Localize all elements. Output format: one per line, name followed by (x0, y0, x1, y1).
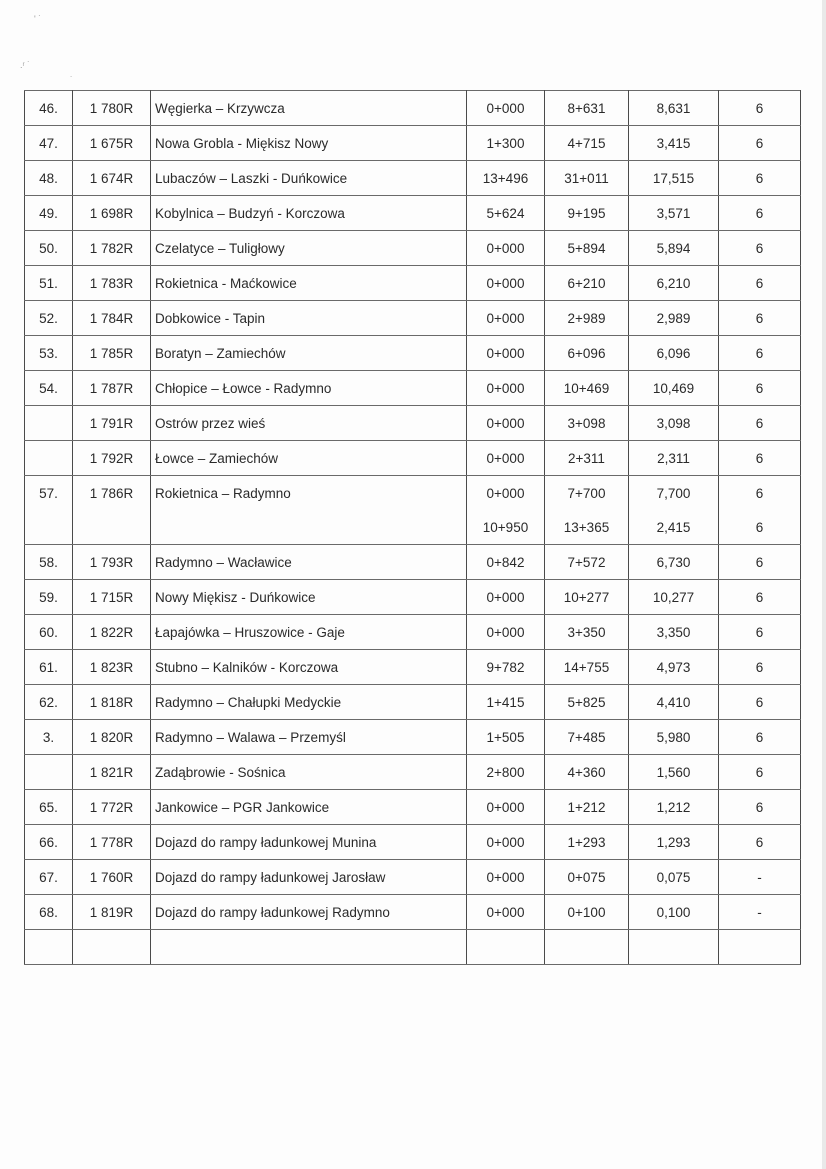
km-to-cell: 13+365 (545, 510, 629, 545)
road-class-cell: 6 (719, 650, 801, 685)
km-from-cell: 0+000 (467, 476, 545, 511)
table-body (25, 91, 801, 965)
road-class-cell: 6 (719, 615, 801, 650)
km-from-cell: 0+000 (467, 301, 545, 336)
length-km-cell: 6,210 (629, 266, 719, 301)
road-class-cell: 6 (719, 231, 801, 266)
km-from-cell: 0+000 (467, 580, 545, 615)
road-class-cell: 6 (719, 371, 801, 406)
row-number-cell: 65. (25, 790, 73, 825)
road-class-cell: 6 (719, 755, 801, 790)
table-row (25, 755, 801, 790)
table-row (25, 825, 801, 860)
road-number-cell: 1 698R (73, 196, 151, 231)
road-name-cell: Dojazd do rampy ładunkowej Munina (151, 825, 467, 860)
km-to-cell (545, 930, 629, 965)
road-name-cell: Zadąbrowie - Sośnica (151, 755, 467, 790)
road-number-cell: 1 820R (73, 720, 151, 755)
road-number-cell: 1 792R (73, 441, 151, 476)
road-class-cell: 6 (719, 91, 801, 126)
row-number-cell: 49. (25, 196, 73, 231)
road-name-cell: Łapajówka – Hruszowice - Gaje (151, 615, 467, 650)
road-number-cell: 1 785R (73, 336, 151, 371)
length-km-cell: 8,631 (629, 91, 719, 126)
length-km-cell (629, 930, 719, 965)
length-km-cell: 0,100 (629, 895, 719, 930)
km-from-cell: 0+000 (467, 895, 545, 930)
road-number-cell: 1 787R (73, 371, 151, 406)
km-to-cell: 3+350 (545, 615, 629, 650)
road-class-cell: 6 (719, 790, 801, 825)
km-to-cell: 4+360 (545, 755, 629, 790)
road-name-cell: Radymno – Chałupki Medyckie (151, 685, 467, 720)
row-number-cell: 58. (25, 545, 73, 580)
km-to-cell: 9+195 (545, 196, 629, 231)
road-name-cell: Lubaczów – Laszki - Duńkowice (151, 161, 467, 196)
road-class-cell: 6 (719, 685, 801, 720)
road-name-cell: Dobkowice - Tapin (151, 301, 467, 336)
table-row (25, 476, 801, 511)
length-km-cell: 1,212 (629, 790, 719, 825)
table-row (25, 685, 801, 720)
road-class-cell: 6 (719, 545, 801, 580)
table-row (25, 371, 801, 406)
road-name-cell: Kobylnica – Budzyń - Korczowa (151, 196, 467, 231)
road-number-cell: 1 778R (73, 825, 151, 860)
km-from-cell: 0+000 (467, 336, 545, 371)
row-number-cell: 50. (25, 231, 73, 266)
road-name-cell: Radymno – Wacławice (151, 545, 467, 580)
scan-edge (822, 0, 826, 1169)
road-number-cell: 1 786R (73, 476, 151, 511)
road-name-cell: Chłopice – Łowce - Radymno (151, 371, 467, 406)
road-number-cell: 1 823R (73, 650, 151, 685)
length-km-cell: 3,571 (629, 196, 719, 231)
row-number-cell (25, 755, 73, 790)
length-km-cell: 3,350 (629, 615, 719, 650)
km-to-cell: 2+311 (545, 441, 629, 476)
road-number-cell (73, 510, 151, 545)
km-from-cell: 0+000 (467, 231, 545, 266)
road-number-cell: 1 793R (73, 545, 151, 580)
length-km-cell: 1,560 (629, 755, 719, 790)
road-name-cell: Węgierka – Krzywcza (151, 91, 467, 126)
row-number-cell: 51. (25, 266, 73, 301)
table-row (25, 196, 801, 231)
road-name-cell (151, 930, 467, 965)
km-from-cell: 9+782 (467, 650, 545, 685)
road-number-cell: 1 760R (73, 860, 151, 895)
road-class-cell (719, 930, 801, 965)
length-km-cell: 6,096 (629, 336, 719, 371)
table-row (25, 895, 801, 930)
km-to-cell: 8+631 (545, 91, 629, 126)
table-row (25, 510, 801, 545)
road-class-cell: 6 (719, 266, 801, 301)
road-name-cell: Ostrów przez wieś (151, 406, 467, 441)
road-name-cell: Boratyn – Zamiechów (151, 336, 467, 371)
length-km-cell: 2,989 (629, 301, 719, 336)
table-row (25, 650, 801, 685)
road-number-cell: 1 772R (73, 790, 151, 825)
km-to-cell: 0+075 (545, 860, 629, 895)
table-row (25, 930, 801, 965)
road-name-cell: Dojazd do rampy ładunkowej Jarosław (151, 860, 467, 895)
row-number-cell: 66. (25, 825, 73, 860)
table-row (25, 441, 801, 476)
km-to-cell: 4+715 (545, 126, 629, 161)
km-to-cell: 7+572 (545, 545, 629, 580)
km-from-cell: 0+000 (467, 860, 545, 895)
road-class-cell: 6 (719, 196, 801, 231)
length-km-cell: 3,415 (629, 126, 719, 161)
road-number-cell: 1 783R (73, 266, 151, 301)
road-class-cell: 6 (719, 336, 801, 371)
km-from-cell: 0+000 (467, 371, 545, 406)
km-to-cell: 5+894 (545, 231, 629, 266)
road-number-cell: 1 675R (73, 126, 151, 161)
road-number-cell (73, 930, 151, 965)
table-row (25, 545, 801, 580)
road-number-cell: 1 822R (73, 615, 151, 650)
road-name-cell: Łowce – Zamiechów (151, 441, 467, 476)
table-row (25, 615, 801, 650)
road-class-cell: 6 (719, 441, 801, 476)
row-number-cell: 48. (25, 161, 73, 196)
km-from-cell: 0+000 (467, 441, 545, 476)
row-number-cell: 60. (25, 615, 73, 650)
km-from-cell (467, 930, 545, 965)
row-number-cell (25, 510, 73, 545)
length-km-cell: 7,700 (629, 476, 719, 511)
km-to-cell: 7+700 (545, 476, 629, 511)
table-row (25, 91, 801, 126)
km-from-cell: 10+950 (467, 510, 545, 545)
km-from-cell: 2+800 (467, 755, 545, 790)
road-class-cell: 6 (719, 825, 801, 860)
km-from-cell: 0+000 (467, 91, 545, 126)
km-from-cell: 0+000 (467, 266, 545, 301)
row-number-cell: 68. (25, 895, 73, 930)
row-number-cell: 54. (25, 371, 73, 406)
length-km-cell: 5,894 (629, 231, 719, 266)
road-number-cell: 1 715R (73, 580, 151, 615)
road-class-cell: 6 (719, 476, 801, 511)
table-row (25, 126, 801, 161)
scanned-page: ' ˙ .ʳ ˙ ˙ 46. 1 780R Węgierka – Krzywcza 0+000 8+631 8,631 6 47. 1 675R Nowa Grobla - Miękisz Nowy 1+300 4+715 3,415 6 48. 1 674R Lubaczów – Laszki - Duńkowice 13+496 31+011 17,515 6 49. 1 698R Kobylnica – Budzyń - Korczowa 5+624 9+195 3,571 6 50. 1 782R Czelatyce – Tuligłowy 0+000 5+894 5,894 6 51. 1 783R Rokietnica - Maćkowice 0+000 6+210 6,210 6 52. 1 784R Dobkowice - Tapin 0+000 2+989 2,989 6 53. 1 785R Boratyn – Zamiechów 0+000 6+096 6,096 6 54. 1 787R Chłopice – Łowce - Radymno 0+000 10+469 10,469 6 1 791R Ostrów przez wieś 0+000 3+098 3,098 6 1 792R Łowce – Zamiechów 0+000 2+311 2,311 6 57. 1 786R Rokietnica – Radymno 0+000 7+700 7,700 6 10+950 13+365 2,415 6 58. 1 793R Radymno – Wacławice 0+842 7+572 6,730 6 59. 1 715R Nowy Miękisz - Duńkowice 0+000 10+277 10,277 6 60. 1 822R Łapajówka – Hruszowice - Gaje 0+000 3+350 3,350 6 61. 1 823R Stubno – Kalników - Korczowa 9+782 14+755 4,973 6 62. 1 818R Radymno – Chałupki Medyckie 1+415 5+825 4,410 6 3. 1 820R Radymno – Walawa – Przemyśl 1+505 7+485 5,980 6 1 821R Zadąbrowie - Sośnica 2+800 4+360 1,560 6 65. 1 772R Jankowice – PGR Jankowice 0+000 1+212 1,212 6 66. 1 778R Dojazd do rampy ładunkowej Munina 0+000 1+293 1,293 6 67. 1 760R Dojazd do rampy ładunkowej Jarosław 0+000 0+075 0,075 - 68. 1 819R Dojazd do rampy ładunkowej Radymno 0+000 0+100 0,100 - (0, 0, 826, 1169)
length-km-cell: 10,277 (629, 580, 719, 615)
length-km-cell: 1,293 (629, 825, 719, 860)
length-km-cell: 10,469 (629, 371, 719, 406)
road-number-cell: 1 818R (73, 685, 151, 720)
table-row (25, 860, 801, 895)
length-km-cell: 0,075 (629, 860, 719, 895)
table-row (25, 161, 801, 196)
km-to-cell: 1+293 (545, 825, 629, 860)
road-number-cell: 1 782R (73, 231, 151, 266)
road-class-cell: 6 (719, 406, 801, 441)
road-number-cell: 1 784R (73, 301, 151, 336)
km-to-cell: 2+989 (545, 301, 629, 336)
km-to-cell: 31+011 (545, 161, 629, 196)
row-number-cell: 53. (25, 336, 73, 371)
km-to-cell: 5+825 (545, 685, 629, 720)
road-number-cell: 1 819R (73, 895, 151, 930)
road-class-cell: - (719, 895, 801, 930)
row-number-cell: 57. (25, 476, 73, 511)
road-number-cell: 1 791R (73, 406, 151, 441)
row-number-cell: 62. (25, 685, 73, 720)
road-class-cell: 6 (719, 510, 801, 545)
table-row (25, 720, 801, 755)
road-name-cell: Dojazd do rampy ładunkowej Radymno (151, 895, 467, 930)
km-to-cell: 10+277 (545, 580, 629, 615)
length-km-cell: 2,415 (629, 510, 719, 545)
length-km-cell: 3,098 (629, 406, 719, 441)
row-number-cell: 3. (25, 720, 73, 755)
km-to-cell: 0+100 (545, 895, 629, 930)
km-from-cell: 0+000 (467, 406, 545, 441)
row-number-cell (25, 406, 73, 441)
km-to-cell: 10+469 (545, 371, 629, 406)
road-number-cell: 1 780R (73, 91, 151, 126)
table-row (25, 231, 801, 266)
road-class-cell: 6 (719, 720, 801, 755)
km-from-cell: 1+505 (467, 720, 545, 755)
km-to-cell: 3+098 (545, 406, 629, 441)
table-row (25, 580, 801, 615)
road-name-cell: Stubno – Kalników - Korczowa (151, 650, 467, 685)
km-from-cell: 13+496 (467, 161, 545, 196)
length-km-cell: 6,730 (629, 545, 719, 580)
km-to-cell: 1+212 (545, 790, 629, 825)
table-row (25, 406, 801, 441)
road-class-cell: 6 (719, 161, 801, 196)
length-km-cell: 5,980 (629, 720, 719, 755)
table-row (25, 266, 801, 301)
road-number-cell: 1 674R (73, 161, 151, 196)
table-row (25, 336, 801, 371)
row-number-cell: 59. (25, 580, 73, 615)
road-class-cell: 6 (719, 301, 801, 336)
km-from-cell: 0+000 (467, 615, 545, 650)
km-from-cell: 0+000 (467, 790, 545, 825)
km-from-cell: 5+624 (467, 196, 545, 231)
road-name-cell: Jankowice – PGR Jankowice (151, 790, 467, 825)
length-km-cell: 2,311 (629, 441, 719, 476)
length-km-cell: 4,410 (629, 685, 719, 720)
row-number-cell: 52. (25, 301, 73, 336)
km-to-cell: 14+755 (545, 650, 629, 685)
row-number-cell (25, 930, 73, 965)
road-class-cell: 6 (719, 126, 801, 161)
road-number-cell: 1 821R (73, 755, 151, 790)
row-number-cell: 46. (25, 91, 73, 126)
km-to-cell: 6+096 (545, 336, 629, 371)
road-class-cell: 6 (719, 580, 801, 615)
table-row (25, 301, 801, 336)
road-name-cell: Nowa Grobla - Miękisz Nowy (151, 126, 467, 161)
road-name-cell (151, 510, 467, 545)
roads-table (24, 90, 801, 965)
km-to-cell: 7+485 (545, 720, 629, 755)
road-name-cell: Rokietnica – Radymno (151, 476, 467, 511)
km-from-cell: 1+415 (467, 685, 545, 720)
km-to-cell: 6+210 (545, 266, 629, 301)
km-from-cell: 0+000 (467, 825, 545, 860)
row-number-cell (25, 441, 73, 476)
road-name-cell: Rokietnica - Maćkowice (151, 266, 467, 301)
row-number-cell: 67. (25, 860, 73, 895)
road-name-cell: Nowy Miękisz - Duńkowice (151, 580, 467, 615)
road-name-cell: Radymno – Walawa – Przemyśl (151, 720, 467, 755)
table-row (25, 790, 801, 825)
road-name-cell: Czelatyce – Tuligłowy (151, 231, 467, 266)
row-number-cell: 61. (25, 650, 73, 685)
km-from-cell: 0+842 (467, 545, 545, 580)
length-km-cell: 17,515 (629, 161, 719, 196)
length-km-cell: 4,973 (629, 650, 719, 685)
road-class-cell: - (719, 860, 801, 895)
km-from-cell: 1+300 (467, 126, 545, 161)
row-number-cell: 47. (25, 126, 73, 161)
